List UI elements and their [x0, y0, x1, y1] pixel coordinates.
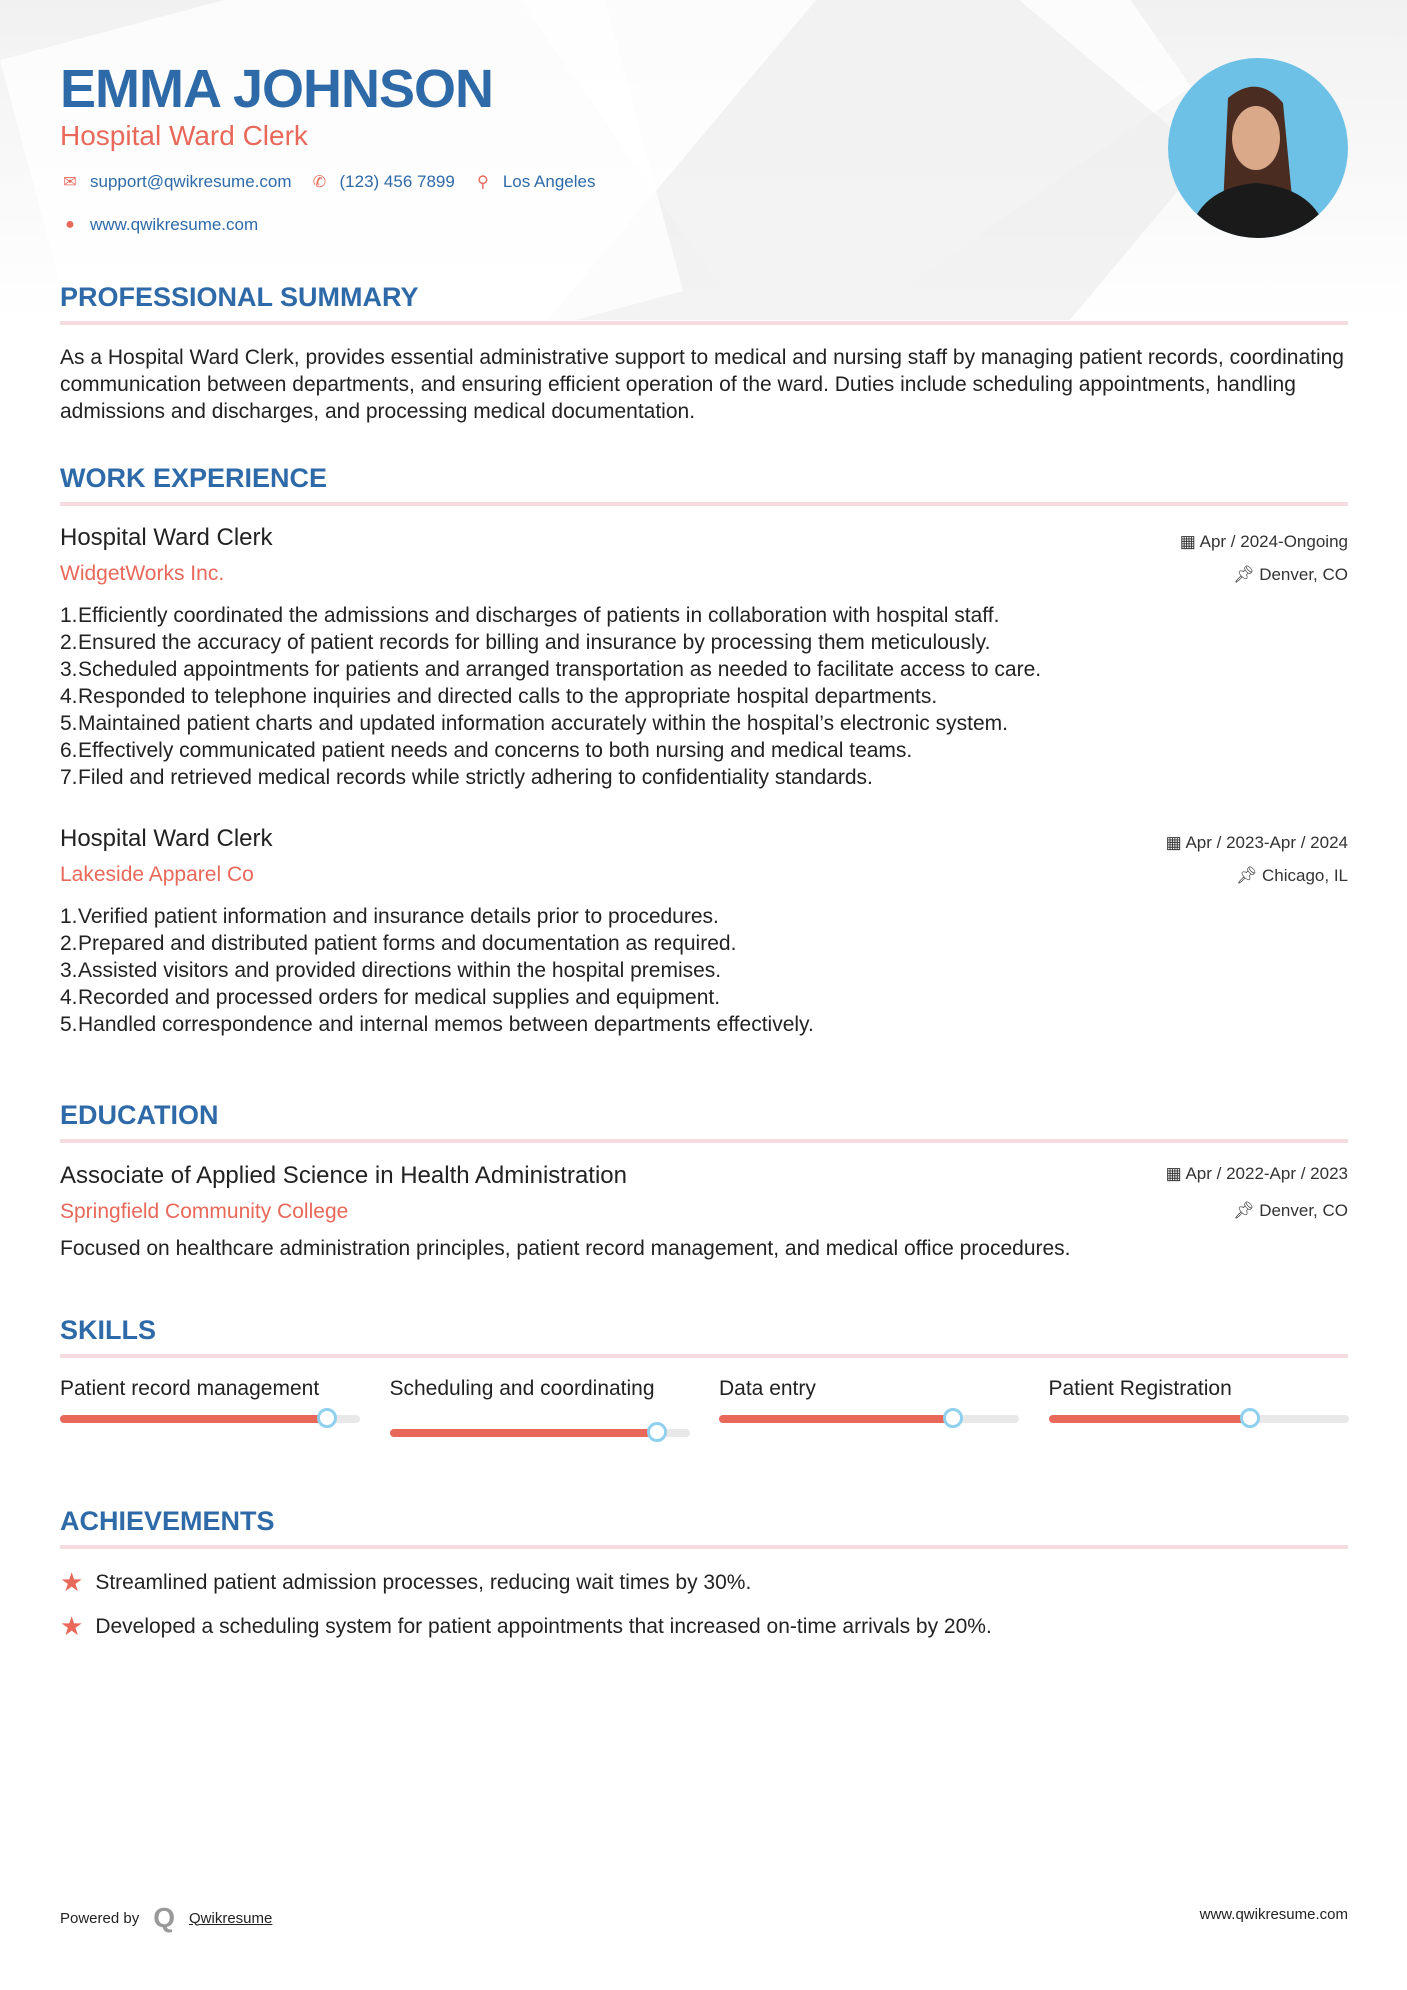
- job-dates: ▦ Apr / 2024-Ongoing: [1179, 532, 1348, 551]
- candidate-name: EMMA JOHNSON: [60, 59, 494, 119]
- achievement-item: ★ Developed a scheduling system for patient appointments that increased on-time arrivals by 20%.: [60, 1611, 992, 1641]
- divider: [60, 1139, 1348, 1143]
- phone-icon: ✆: [312, 174, 327, 191]
- candidate-title: Hospital Ward Clerk: [60, 120, 308, 151]
- list-item: 2.Ensured the accuracy of patient records for billing and insurance by processing them meticulously.: [60, 631, 991, 654]
- divider: [60, 1354, 1348, 1358]
- phone-text: (123) 456 7899: [339, 172, 455, 191]
- job-bullets: [60, 602, 1041, 791]
- pin-icon: 📌︎: [1235, 866, 1262, 885]
- skill-name: Scheduling and coordinating: [389, 1377, 655, 1400]
- skill-fill: [1049, 1415, 1250, 1423]
- list-item: 1.Verified patient information and insurance details prior to procedures.: [60, 905, 719, 928]
- list-item: 1.Efficiently coordinated the admissions and discharges of patients in collaboration with hospital staff.: [60, 604, 1000, 627]
- list-item: 5.Maintained patient charts and updated information accurately within the hospital’s electronic system.: [60, 712, 1008, 735]
- list-item: 5.Handled correspondence and internal memos between departments effectively.: [60, 1013, 814, 1036]
- job-company: Lakeside Apparel Co: [60, 863, 254, 886]
- email-link[interactable]: support@qwikresume.com: [90, 172, 292, 191]
- brand-link[interactable]: Qwikresume: [189, 1909, 273, 1927]
- job-location: 📌︎ Denver, CO: [1232, 565, 1348, 584]
- skill-item: [1049, 1375, 1349, 1423]
- list-item: 3.Scheduled appointments for patients and arranged transportation as needed to facilitate access to care.: [60, 658, 1042, 681]
- achievement-item: ★ Streamlined patient admission processes, reducing wait times by 30%.: [60, 1567, 752, 1597]
- website-row: [60, 215, 258, 235]
- list-item: 4.Responded to telephone inquiries and directed calls to the appropriate hospital departments.: [60, 685, 938, 708]
- list-item: 4.Recorded and processed orders for medical supplies and equipment.: [60, 986, 721, 1009]
- skill-knob: [647, 1422, 667, 1442]
- footer-website[interactable]: www.qwikresume.com: [1199, 1906, 1348, 1923]
- location-text: Los Angeles: [502, 172, 596, 191]
- job-dates: ▦ Apr / 2023-Apr / 2024: [1165, 833, 1348, 852]
- footer-powered: Powered by Q Qwikresume: [60, 1902, 273, 1933]
- experience-heading: WORK EXPERIENCE: [60, 463, 328, 493]
- globe-icon: ●: [65, 216, 75, 233]
- summary-text: As a Hospital Ward Clerk, provides essential administrative support to medical and nursing staff by managing patient records, coordinating communication between departments, and ensuring efficient operation of the ward. Duties include scheduling appointments, handling admissions and discharges, and processing medical documentation.: [60, 346, 1344, 423]
- skill-knob: [943, 1408, 963, 1428]
- school: Springfield Community College: [60, 1200, 349, 1223]
- degree: Associate of Applied Science in Health Administration: [60, 1162, 627, 1189]
- job-title: Hospital Ward Clerk: [60, 524, 273, 551]
- skill-bar: [719, 1415, 1019, 1423]
- list-item: 3.Assisted visitors and provided directions within the hospital premises.: [60, 959, 722, 982]
- star-icon: ★: [60, 1567, 84, 1597]
- calendar-icon: ▦: [1165, 833, 1186, 852]
- skill-fill: [60, 1415, 327, 1423]
- education-dates: ▦ Apr / 2022-Apr / 2023: [1165, 1164, 1348, 1183]
- calendar-icon: ▦: [1179, 532, 1200, 551]
- pin-icon: 📌︎: [1232, 1201, 1260, 1220]
- skill-bar: [390, 1429, 690, 1437]
- education-description: Focused on healthcare administration principles, patient record management, and medical office procedures.: [60, 1237, 1071, 1260]
- email-icon: ✉: [63, 174, 77, 191]
- divider: [60, 321, 1348, 325]
- job-bullets: [60, 903, 814, 1038]
- divider: [60, 502, 1348, 506]
- summary-heading: PROFESSIONAL SUMMARY: [60, 282, 419, 312]
- skill-item: [60, 1375, 360, 1423]
- job-title: Hospital Ward Clerk: [60, 825, 273, 852]
- skill-name: Patient record management: [60, 1377, 320, 1400]
- skill-bar: [60, 1415, 360, 1423]
- star-icon: ★: [60, 1611, 84, 1641]
- qwikresume-logo-icon: Q: [153, 1902, 175, 1933]
- skill-bar: [1049, 1415, 1349, 1423]
- website-link[interactable]: www.qwikresume.com: [90, 215, 259, 234]
- skill-name: Patient Registration: [1048, 1377, 1232, 1400]
- skill-knob: [1240, 1408, 1260, 1428]
- avatar: [1168, 58, 1348, 238]
- location-pin-icon: ⚲: [476, 174, 489, 191]
- contact-row: [60, 172, 595, 192]
- skill-fill: [719, 1415, 953, 1423]
- pin-icon: 📌︎: [1232, 565, 1260, 584]
- job-location: 📌︎ Chicago, IL: [1235, 866, 1348, 885]
- skill-fill: [390, 1429, 657, 1437]
- job-company: WidgetWorks Inc.: [60, 562, 225, 585]
- skill-name: Data entry: [719, 1377, 816, 1400]
- list-item: 7.Filed and retrieved medical records while strictly adhering to confidentiality standards.: [60, 766, 873, 789]
- skills-heading: SKILLS: [60, 1315, 157, 1345]
- skill-item: [719, 1375, 1019, 1423]
- achievements-heading: ACHIEVEMENTS: [60, 1506, 275, 1536]
- skill-knob: [317, 1408, 337, 1428]
- skill-item: [390, 1375, 690, 1437]
- list-item: 2.Prepared and distributed patient forms and documentation as required.: [60, 932, 737, 955]
- education-location: 📌︎ Denver, CO: [1232, 1201, 1348, 1220]
- education-heading: EDUCATION: [60, 1100, 219, 1130]
- list-item: 6.Effectively communicated patient needs and concerns to both nursing and medical teams.: [60, 739, 913, 762]
- divider: [60, 1545, 1348, 1549]
- calendar-icon: ▦: [1165, 1164, 1186, 1183]
